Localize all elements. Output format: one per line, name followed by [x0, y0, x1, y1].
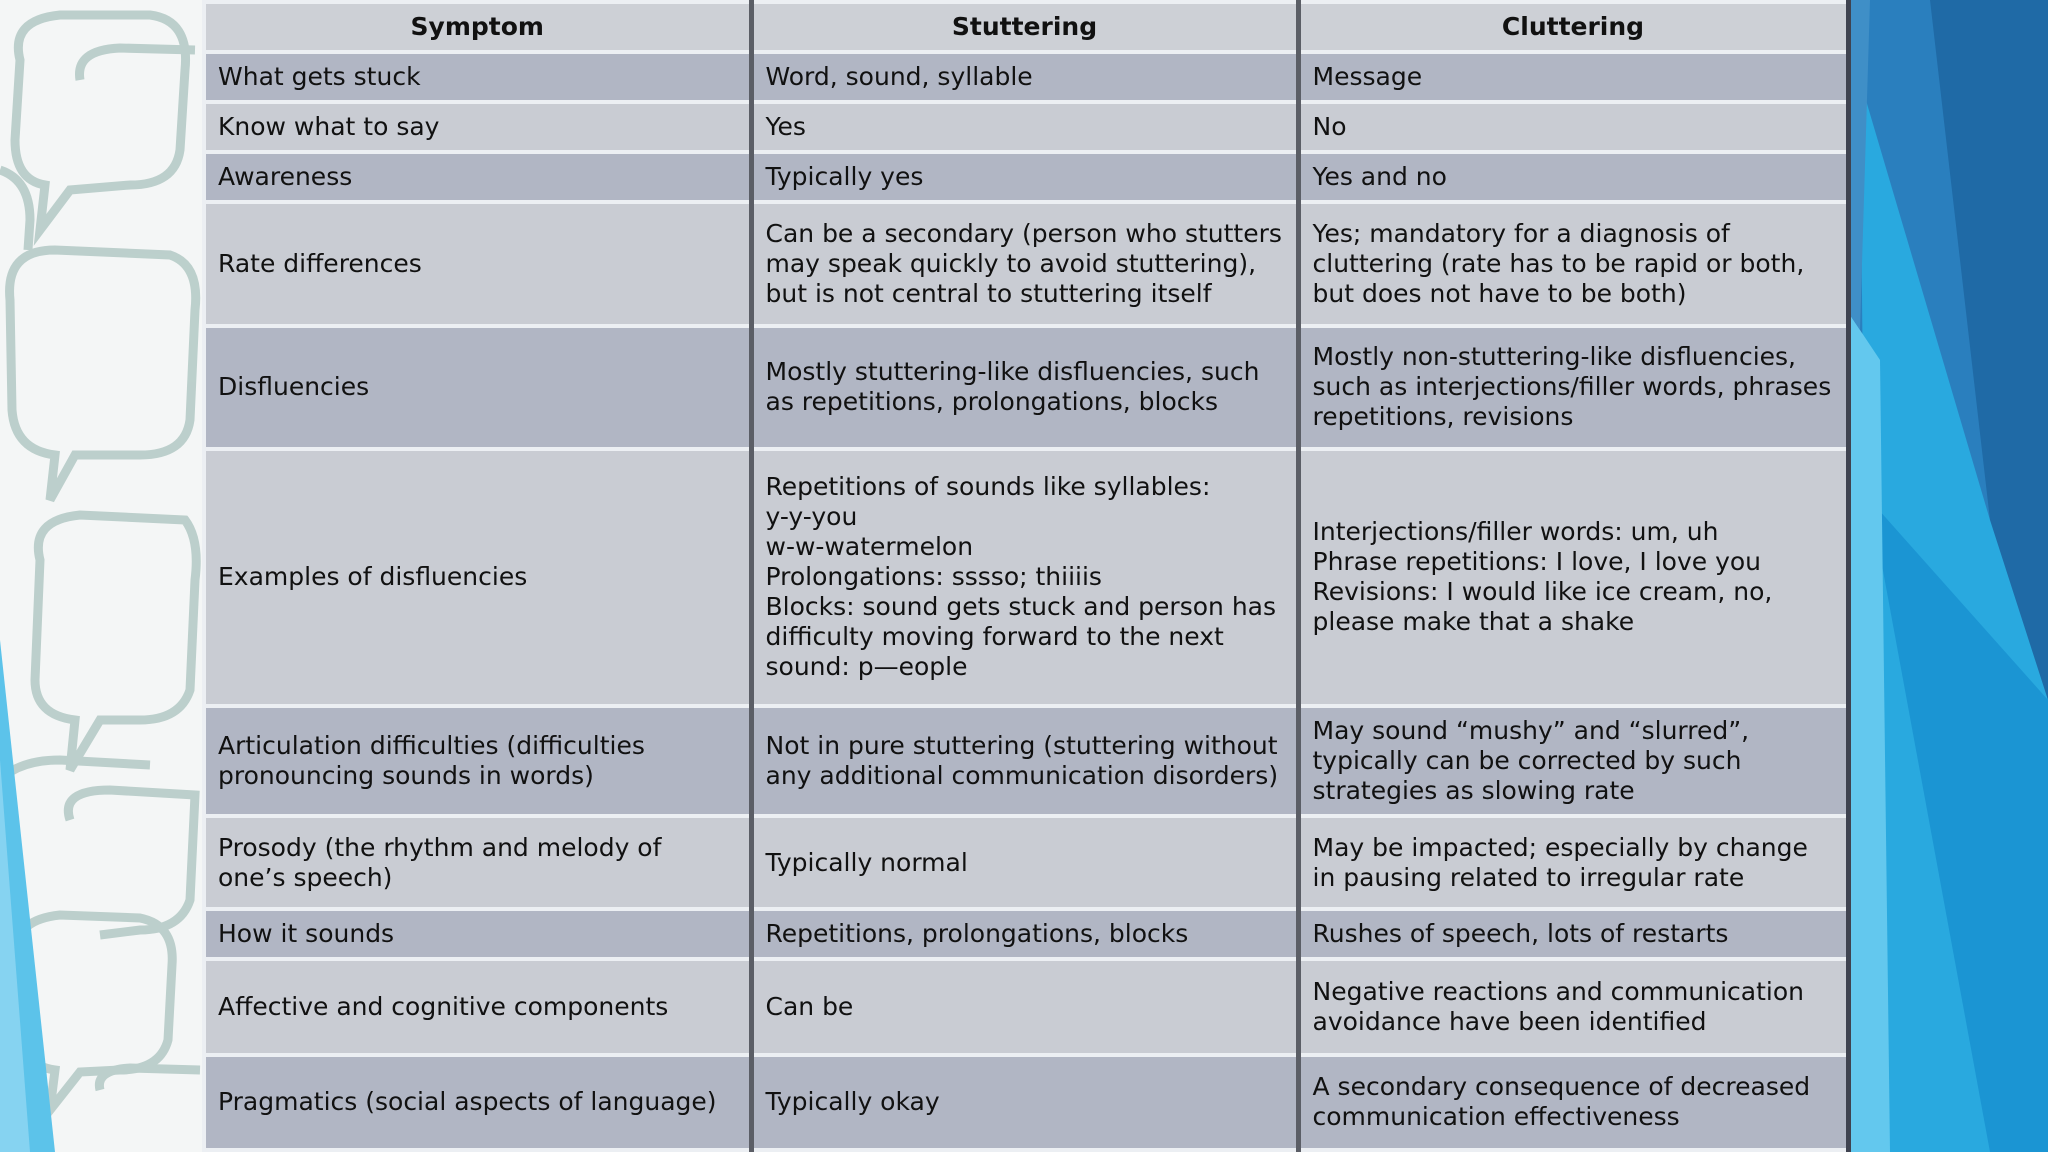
table-row [204, 909, 1848, 959]
table-row [204, 959, 1848, 1054]
stuttering-cell: Yes [751, 102, 1298, 152]
stuttering-cell: Repetitions of sounds like syllables: y-y-you w-w-watermelon Prolongations: sssso; thiiiis Blocks: sound gets stuck and person has difficulty moving forward to the next sound: p—eople [751, 449, 1298, 706]
table-row [204, 152, 1848, 202]
symptom-cell: Rate differences [204, 202, 751, 325]
stuttering-cell: Can be [751, 959, 1298, 1054]
symptom-cell: Know what to say [204, 102, 751, 152]
symptom-cell: Disfluencies [204, 326, 751, 449]
stuttering-cell: Typically yes [751, 152, 1298, 202]
symptom-cell: Articulation difficulties (difficulties pronouncing sounds in words) [204, 706, 751, 816]
symptom-cell: How it sounds [204, 909, 751, 959]
stuttering-cell: Not in pure stuttering (stuttering without any additional communication disorders) [751, 706, 1298, 816]
stuttering-cell: Word, sound, syllable [751, 52, 1298, 102]
symptom-cell: Affective and cognitive components [204, 959, 751, 1054]
header-row [204, 2, 1848, 52]
cluttering-cell: Negative reactions and communication avoidance have been identified [1298, 959, 1848, 1054]
cluttering-cell: Message [1298, 52, 1848, 102]
header-cluttering: Cluttering [1298, 2, 1848, 52]
cluttering-cell: A secondary consequence of decreased communication effectiveness [1298, 1055, 1848, 1150]
cluttering-cell: Mostly non-stuttering-like disfluencies, such as interjections/filler words, phrases repetitions, revisions [1298, 326, 1848, 449]
cluttering-cell: Rushes of speech, lots of restarts [1298, 909, 1848, 959]
cluttering-cell: Interjections/filler words: um, uh Phrase repetitions: I love, I love you Revisions: I would like ice cream, no, please make that a shake [1298, 449, 1848, 706]
stuttering-cell: Repetitions, prolongations, blocks [751, 909, 1298, 959]
table-row [204, 102, 1848, 152]
table-row [204, 1055, 1848, 1150]
table-row [204, 52, 1848, 102]
symptom-cell: What gets stuck [204, 52, 751, 102]
cluttering-cell: May sound “mushy” and “slurred”, typically can be corrected by such strategies as slowing rate [1298, 706, 1848, 816]
header-symptom: Symptom [204, 2, 751, 52]
table-row [204, 449, 1848, 706]
cluttering-cell: Yes; mandatory for a diagnosis of cluttering (rate has to be rapid or both, but does not have to be both) [1298, 202, 1848, 325]
stuttering-cell: Typically normal [751, 816, 1298, 909]
table-row [204, 202, 1848, 325]
cluttering-cell: Yes and no [1298, 152, 1848, 202]
table-row [204, 706, 1848, 816]
cluttering-cell: May be impacted; especially by change in pausing related to irregular rate [1298, 816, 1848, 909]
table-row [204, 326, 1848, 449]
stuttering-cell: Typically okay [751, 1055, 1298, 1150]
stuttering-cell: Can be a secondary (person who stutters may speak quickly to avoid stuttering), but is not central to stuttering itself [751, 202, 1298, 325]
symptom-cell: Awareness [204, 152, 751, 202]
stuttering-cell: Mostly stuttering-like disfluencies, such as repetitions, prolongations, blocks [751, 326, 1298, 449]
header-stuttering: Stuttering [751, 2, 1298, 52]
table-row [204, 816, 1848, 909]
symptom-cell: Pragmatics (social aspects of language) [204, 1055, 751, 1150]
comparison-table [202, 0, 1851, 1152]
symptom-cell: Prosody (the rhythm and melody of one’s speech) [204, 816, 751, 909]
cluttering-cell: No [1298, 102, 1848, 152]
symptom-cell: Examples of disfluencies [204, 449, 751, 706]
right-decoration [1840, 0, 2048, 1152]
